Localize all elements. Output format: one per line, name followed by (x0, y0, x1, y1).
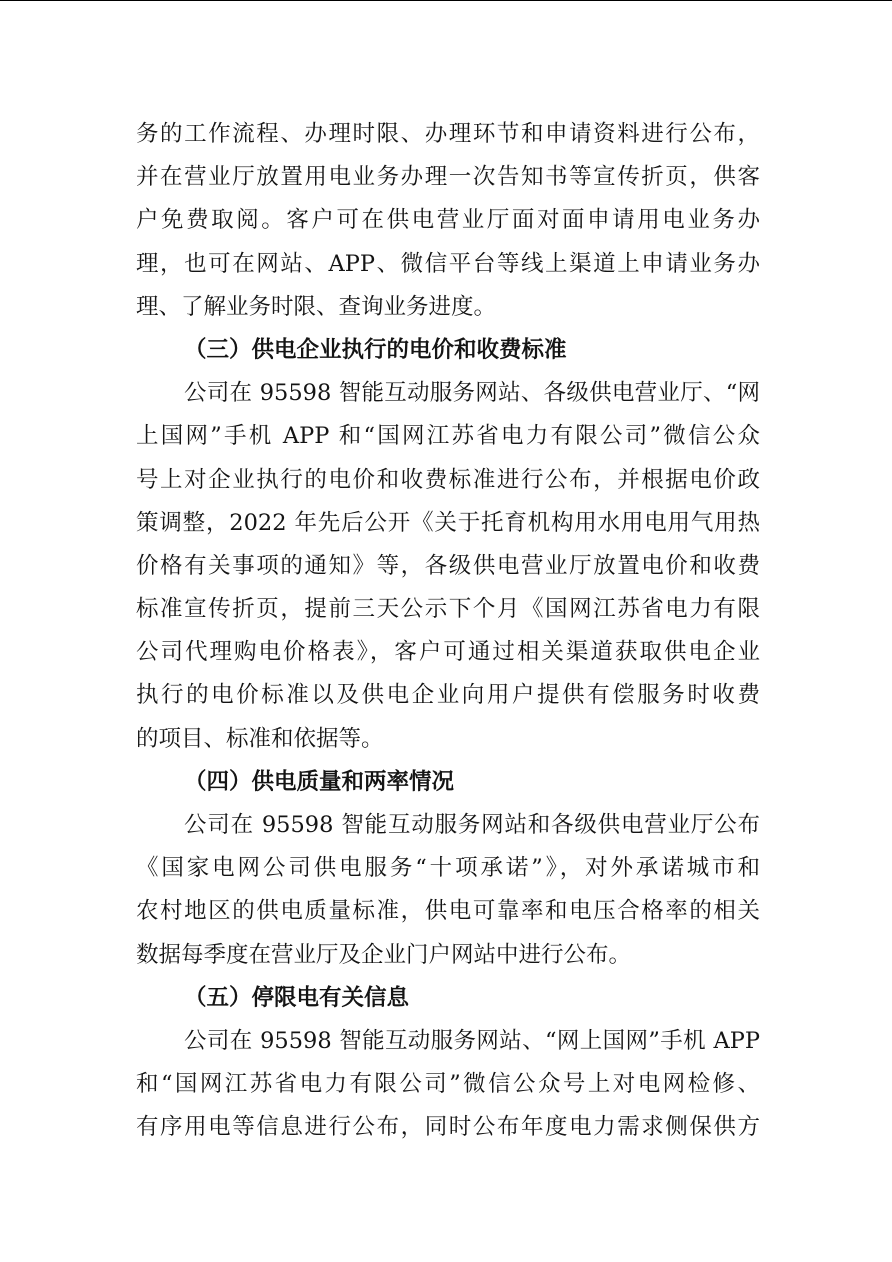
section-supply-quality (136, 761, 760, 977)
section-heading: （四）供电质量和两率情况 (184, 768, 455, 795)
text-line: 价格有关事项的通知》等，各级供电营业厅放置电价和收费 (136, 552, 760, 579)
text-line: 标准宣传折页，提前三天公示下个月《国网江苏省电力有限 (136, 596, 760, 623)
text-line: 数据每季度在营业厅及企业门户网站中进行公布。 (136, 941, 632, 968)
text-line: 公司代理购电价格表》，客户可通过相关渠道获取供电企业 (136, 639, 760, 666)
text-line: 公司在 95598 智能互动服务网站、“网上国网”手机 APP (184, 1027, 760, 1054)
paragraph-service-process (136, 113, 760, 329)
text-line: 理，也可在网站、APP、微信平台等线上渠道上申请业务办 (136, 250, 760, 277)
text-line: 并在营业厅放置用电业务办理一次告知书等宣传折页，供客 (136, 164, 760, 191)
text-line: 农村地区的供电质量标准，供电可靠率和电压合格率的相关 (136, 898, 760, 925)
section-heading: （五）停限电有关信息 (184, 984, 410, 1011)
text-line: 务的工作流程、办理时限、办理环节和申请资料进行公布， (136, 121, 760, 147)
text-line: 上国网”手机 APP 和“国网江苏省电力有限公司”微信公众 (136, 423, 760, 450)
text-line: 有序用电等信息进行公布，同时公布年度电力需求侧保供方 (136, 1114, 760, 1141)
document-body (136, 113, 760, 1150)
text-line: 策调整，2022 年先后公开《关于托育机构用水用电用气用热 (136, 509, 760, 536)
text-line: 公司在 95598 智能互动服务网站和各级供电营业厅公布 (184, 812, 760, 838)
text-line: 号上对企业执行的电价和收费标准进行公布，并根据电价政 (136, 466, 760, 493)
text-line: 《国家电网公司供电服务“十项承诺”》，对外承诺城市和 (136, 855, 760, 882)
section-electricity-price (136, 329, 760, 761)
text-line: 理、了解业务时限、查询业务进度。 (136, 293, 497, 320)
section-heading: （三）供电企业执行的电价和收费标准 (184, 336, 567, 363)
text-line: 执行的电价标准以及供电企业向用户提供有偿服务时收费 (136, 682, 760, 709)
text-line: 户免费取阅。客户可在供电营业厅面对面申请用电业务办 (136, 207, 760, 234)
text-line: 的项目、标准和依据等。 (136, 725, 384, 752)
text-line: 公司在 95598 智能互动服务网站、各级供电营业厅、“网 (184, 380, 760, 407)
text-line: 和“国网江苏省电力有限公司”微信公众号上对电网检修、 (136, 1071, 760, 1098)
section-outage-info (136, 977, 760, 1150)
